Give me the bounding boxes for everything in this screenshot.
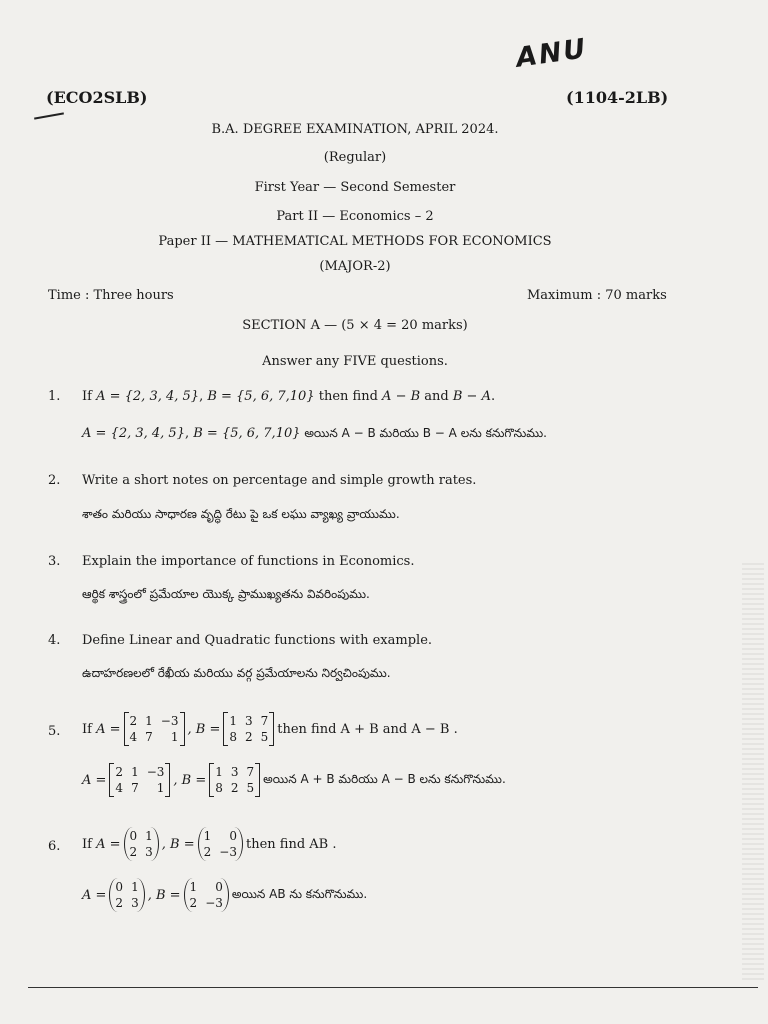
question-number: 2. [48, 473, 61, 488]
question-1 [48, 389, 688, 409]
scan-edge-noise [742, 560, 764, 980]
section-heading: SECTION A — (5 × 4 = 20 marks) [242, 318, 468, 333]
matrix-b: 1 0 2 −3 [198, 827, 243, 861]
question-4 [48, 633, 688, 653]
pen-mark [34, 112, 64, 119]
question-6 [48, 827, 688, 867]
page-bottom-rule [28, 987, 758, 988]
question-number: 5. [48, 724, 61, 739]
course-code-right: (1104-2LB) [566, 88, 669, 107]
question-text-en: Define Linear and Quadratic functions with example. [82, 633, 433, 648]
question-2-telugu [48, 507, 688, 527]
question-number: 4. [48, 633, 61, 648]
course-code-left: (ECO2SLB) [46, 88, 148, 107]
matrix-a: 0 1 2 3 [124, 827, 159, 861]
matrix-a: 2 1 −3 4 7 1 [109, 763, 170, 797]
question-text-te: A = 0 1 2 3 , B = 1 0 2 −3 అయిన AB ను కనుగొనుము. [82, 880, 368, 910]
question-5 [48, 712, 688, 752]
question-text-te: ఆర్థిక శాస్త్రంలో ప్రమేయాల యొక్క ప్రాముఖ్యతను వివరింపుము. [82, 587, 370, 601]
question-text-te: A = 2 1 −3 4 7 1 , B = 1 3 7 8 2 5 అయిన A + B మరియు A − B లను కనుగొనుము. [82, 765, 506, 795]
question-text-en: If A = {2, 3, 4, 5}, B = {5, 6, 7,10} then find A − B and B − A. [82, 389, 496, 404]
question-number: 3. [48, 554, 61, 569]
paper-title: Paper II — MATHEMATICAL METHODS FOR ECONOMICS [158, 234, 552, 249]
exam-title: B.A. DEGREE EXAMINATION, APRIL 2024. [211, 122, 499, 137]
question-text-en: Write a short notes on percentage and simple growth rates. [82, 473, 477, 488]
handwritten-name: ANU [514, 33, 590, 74]
question-text-te: A = {2, 3, 4, 5}, B = {5, 6, 7,10} అయిన A − B మరియు B − A లను కనుగొనుము. [82, 426, 547, 441]
question-number: 6. [48, 839, 61, 854]
instruction: Answer any FIVE questions. [262, 354, 448, 369]
matrix-b: 1 0 2 −3 [184, 878, 229, 912]
matrix-a: 2 1 −3 4 7 1 [124, 712, 185, 746]
question-text-en: If A = 0 1 2 3 , B = 1 0 2 −3 then find AB . [82, 829, 337, 859]
question-6-telugu [48, 878, 688, 918]
question-text-en: If A = 2 1 −3 4 7 1 , B = 1 3 7 8 2 5 then find A + B and A − B . [82, 714, 458, 744]
question-text-te: శాతం మరియు సాధారణ వృద్ధి రేటు పై ఒక లఘు వ్యాఖ్య వ్రాయుము. [82, 507, 400, 521]
question-1-telugu [48, 426, 688, 446]
question-4-telugu [48, 666, 688, 686]
question-text-te: ఉదాహరణలలో రేఖీయ మరియు వర్గ ప్రమేయాలను నిర్వచింపుము. [82, 666, 391, 680]
question-3-telugu [48, 587, 688, 607]
matrix-b: 1 3 7 8 2 5 [223, 712, 274, 746]
time-label: Time : Three hours [48, 288, 174, 303]
question-number: 1. [48, 389, 61, 404]
part-title: Part II — Economics – 2 [276, 209, 434, 224]
matrix-b: 1 3 7 8 2 5 [209, 763, 260, 797]
question-2 [48, 473, 688, 493]
question-3 [48, 554, 688, 574]
year-semester: First Year — Second Semester [254, 180, 456, 195]
major-label: (MAJOR-2) [319, 259, 391, 274]
exam-type: (Regular) [323, 150, 387, 165]
max-marks-label: Maximum : 70 marks [527, 288, 667, 303]
question-text-en: Explain the importance of functions in Economics. [82, 554, 415, 569]
matrix-a: 0 1 2 3 [109, 878, 144, 912]
question-5-telugu [48, 763, 688, 803]
